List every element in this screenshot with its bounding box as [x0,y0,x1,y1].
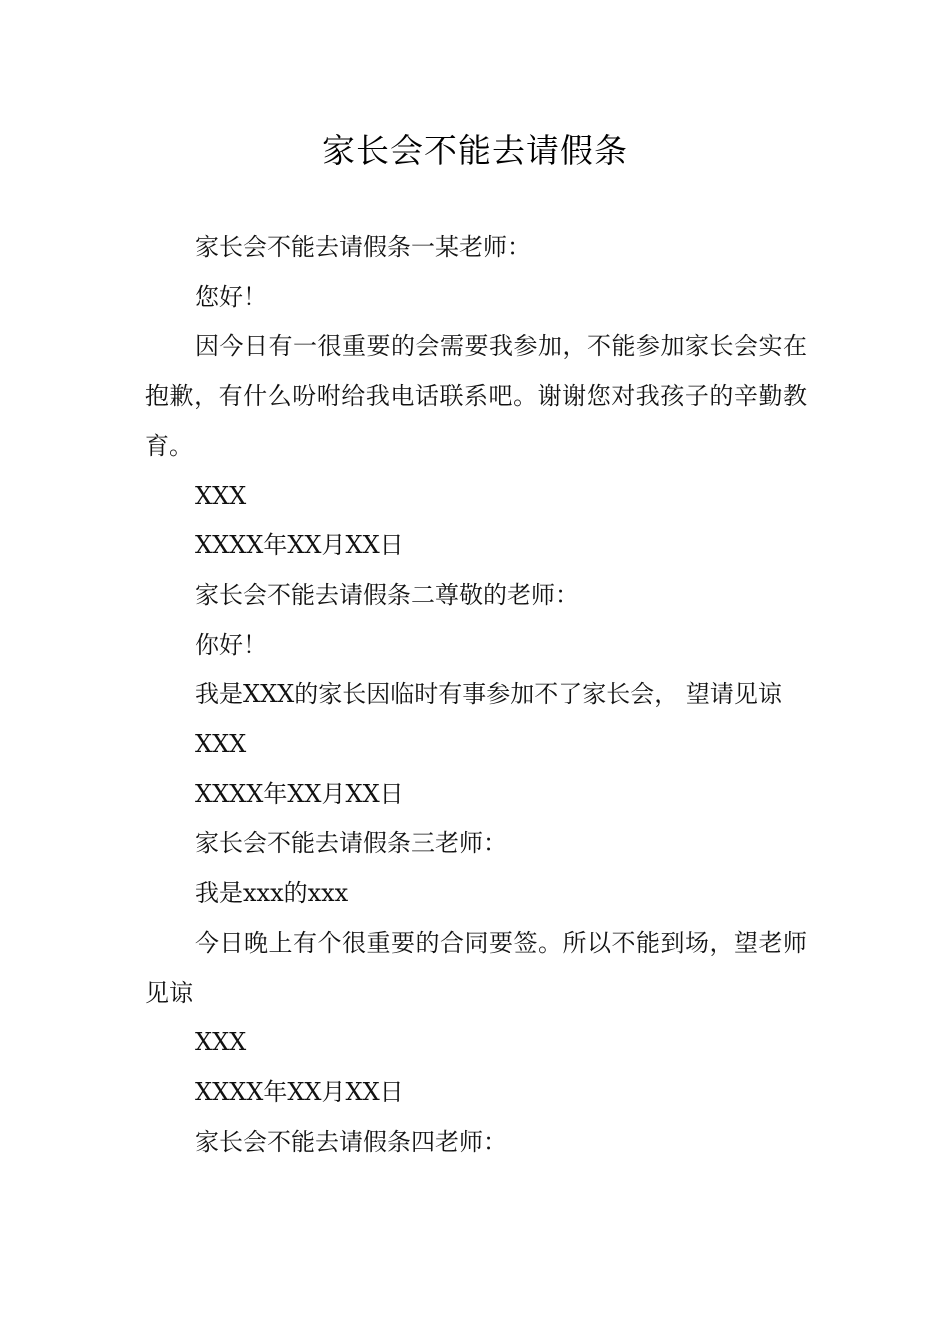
letter-1-body: 因今日有一很重要的会需要我参加，不能参加家长会实在抱歉，有什么吩咐给我电话联系吧。谢谢您对我孩子的辛勤教育。 [145,332,807,460]
letter-2-signature: XXX [195,730,247,759]
letter-1-signature: XXX [195,481,247,510]
letter-3-intro: 我是xxx的xxx [195,879,349,908]
document-title: 家长会不能去请假条 [322,131,628,170]
letter-2-body: 我是XXX的家长因临时有事参加不了家长会， 望请见谅 [195,680,782,709]
letter-1-heading: 家长会不能去请假条一某老师： [195,233,531,261]
letter-2-date: XXXX年XX月XX日 [195,779,404,808]
letter-2-heading: 家长会不能去请假条二尊敬的老师： [195,580,579,609]
letter-3-date: XXXX年XX月XX日 [195,1077,404,1106]
letter-1-date: XXXX年XX月XX日 [195,531,404,560]
letter-1-greeting: 您好！ [195,282,267,311]
letter-2-greeting: 你好！ [195,630,267,659]
letter-3-body: 今日晚上有个很重要的合同要签。所以不能到场，望老师见谅 [145,928,807,1007]
document-body [145,223,807,1167]
letter-4-heading: 家长会不能去请假条四老师： [195,1127,507,1156]
letter-3-heading: 家长会不能去请假条三老师： [195,829,507,858]
letter-3-signature: XXX [195,1028,247,1057]
